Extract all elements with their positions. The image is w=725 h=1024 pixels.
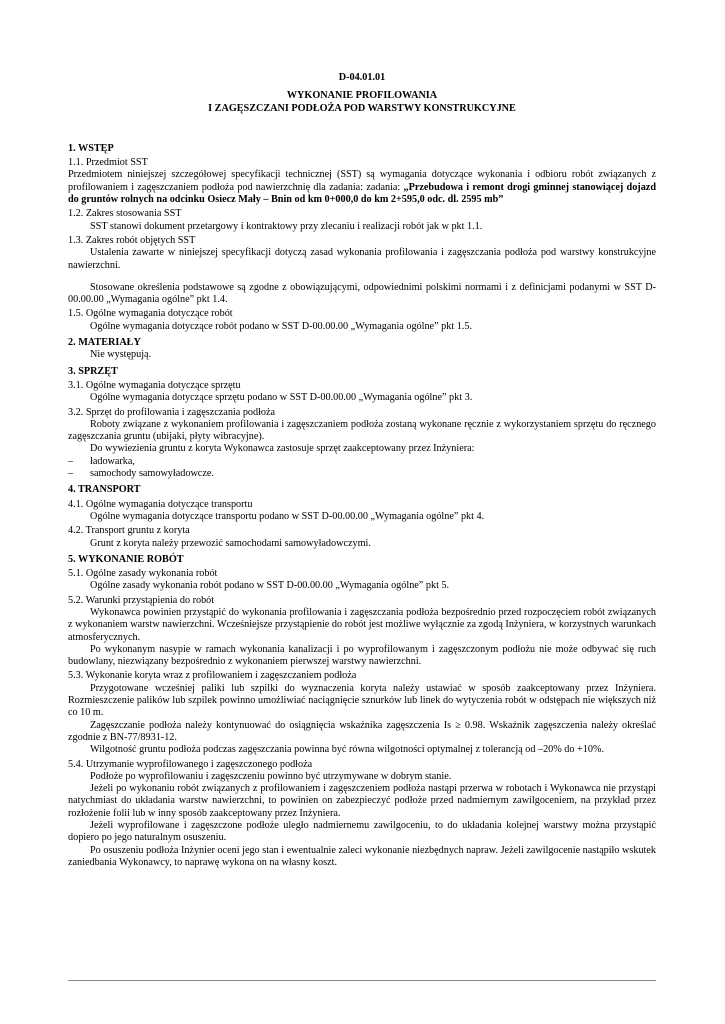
section-3-heading: 3. SPRZĘT bbox=[68, 365, 118, 377]
section-1-3-text-2: Stosowane określenia podstawowe są zgodne z obowiązującymi, odpowiednimi polskimi normami i z definicjami podanymi w SST D-00.00.00 „Wymagania ogólne” pkt 1.4. bbox=[68, 281, 656, 306]
section-5-3-text: Przygotowane wcześniej paliki lub szpilki do wyznaczenia koryta należy ustawiać w sposób zaakceptowany przez Inżyniera. Rozmieszczenie palików lub szpilek powinno umożliwiać naciągnięcie sznurków lub linek do wytyczenia robót w odstępach nie większych niż co 10 m. bbox=[68, 682, 656, 719]
section-4-heading: 4. TRANSPORT bbox=[68, 484, 141, 496]
document-title-line-2: I ZAGĘSZCZANI PODŁOŻA POD WARSTWY KONSTRUKCYJNE bbox=[208, 102, 516, 114]
section-2-heading: 2. MATERIAŁY bbox=[68, 337, 141, 349]
section-5-4-text-4: Po osuszeniu podłoża Inżynier oceni jego stan i ewentualnie zaleci wykonanie niezbędnych napraw. Jeżeli zawilgocenie nastąpiło wskutek zaniedbania Wykonawcy, to naprawę wykona on na własny koszt. bbox=[68, 844, 656, 868]
footer-divider bbox=[68, 980, 656, 981]
document-page bbox=[68, 72, 656, 869]
section-5-2-text: Wykonawca powinien przystąpić do wykonania profilowania i zagęszczania podłoża bezpośrednio przed rozpoczęciem robót związanych z wykonaniem warstw nawierzchni. Wcześniejsze przystąpienie do robót jest możliwe wyłącznie za zgodą Inżyniera, w korzystnych warunkach atmosferycznych. bbox=[68, 606, 656, 643]
section-1-5-heading: 1.5. Ogólne wymagania dotyczące robót bbox=[68, 308, 233, 320]
section-4-1-text: Ogólne wymagania dotyczące transportu podano w SST D-00.00.00 „Wymagania ogólne” pkt 4. bbox=[90, 510, 485, 522]
section-3-2-heading: 3.2. Sprzęt do profilowania i zagęszczania podłoża bbox=[68, 406, 276, 418]
section-4-1-heading: 4.1. Ogólne wymagania dotyczące transportu bbox=[68, 498, 253, 510]
section-3-1-text: Ogólne wymagania dotyczące sprzętu podano w SST D-00.00.00 „Wymagania ogólne” pkt 3. bbox=[90, 392, 473, 404]
section-2-text: Nie występują. bbox=[90, 349, 152, 361]
section-1-3-heading: 1.3. Zakres robót objętych SST bbox=[68, 234, 196, 246]
section-1-2-text: SST stanowi dokument przetargowy i kontraktowy przy zlecaniu i realizacji robót jak w pkt 1.1. bbox=[90, 220, 483, 232]
section-4-2-heading: 4.2. Transport gruntu z koryta bbox=[68, 525, 190, 537]
section-5-4-text: Podłoże po wyprofilowaniu i zagęszczeniu powinno być utrzymywane w dobrym stanie. bbox=[90, 770, 452, 782]
list-item-text: samochody samowyładowcze. bbox=[90, 468, 214, 480]
section-5-3-heading: 5.3. Wykonanie koryta wraz z profilowaniem i zagęszczaniem podłoża bbox=[68, 670, 357, 682]
dash-bullet: – bbox=[68, 455, 74, 467]
section-5-heading: 5. WYKONANIE ROBÓT bbox=[68, 553, 184, 565]
section-1-5-text: Ogólne wymagania dotyczące robót podano w SST D-00.00.00 „Wymagania ogólne” pkt 1.5. bbox=[90, 320, 472, 332]
section-5-2-text-2: Po wykonanym nasypie w ramach wykonania kanalizacji i po wyprofilowanym i zagęszczonym podłożu nie może odbywać się ruch budowlany, niezwiązany bezpośrednio z wykonaniem pierwszej warstwy nawierzchni. bbox=[68, 643, 656, 668]
section-5-2-heading: 5.2. Warunki przystąpienia do robót bbox=[68, 594, 215, 606]
section-5-4-text-2: Jeżeli po wykonaniu robót związanych z profilowaniem i zagęszczeniem podłoża nastąpi przerwa w robotach i Wykonawca nie przystąpi natychmiast do układania warstw nawierzchni, to powinien on zabezpieczyć podłoże przed nadmiernym zawilgoceniem, na przykład przez rozłożenie folii lub w inny sposób zaakceptowany przez Inżyniera. bbox=[68, 783, 656, 819]
section-1-3-text: Ustalenia zawarte w niniejszej specyfikacji dotyczą zasad wykonania profilowania i zagęszczania podłoża pod warstwy konstrukcyjne nawierzchni. bbox=[68, 247, 656, 271]
section-3-1-heading: 3.1. Ogólne wymagania dotyczące sprzętu bbox=[68, 379, 241, 391]
section-1-2-heading: 1.2. Zakres stosowania SST bbox=[68, 208, 182, 220]
project-name: „Przebudowa i remont drogi gminnej stanowiącej dojazd do gruntów rolnych na odcinku Osiecz Mały – Bnin od km 0+000,0 do km 2+595,0 odc. dl. 2595 mb” bbox=[68, 181, 656, 206]
section-1-1-text bbox=[68, 169, 656, 206]
document-title-line-1: WYKONANIE PROFILOWANIA bbox=[286, 90, 438, 102]
dash-bullet: – bbox=[68, 468, 74, 480]
section-3-2-text-2: Do wywiezienia gruntu z koryta Wykonawca zastosuje sprzęt zaakceptowany przez Inżyniera: bbox=[90, 443, 475, 455]
list-item bbox=[68, 456, 656, 468]
section-4-2-text: Grunt z koryta należy przewozić samochodami samowyładowczymi. bbox=[90, 537, 371, 549]
document-code: D-04.01.01 bbox=[338, 72, 386, 83]
section-5-1-heading: 5.1. Ogólne zasady wykonania robót bbox=[68, 568, 218, 580]
section-5-4-heading: 5.4. Utrzymanie wyprofilowanego i zagęszczonego podłoża bbox=[68, 758, 313, 770]
section-1-1-text-a: Przedmiotem niniejszej szczegółowej specyfikacji technicznej (SST) są wymagania dotyczące wykonania i odbioru robót związanych z profilowaniem i zagęszczaniem podłoża pod nawierzchnię dla zadania: zadania: bbox=[68, 169, 656, 193]
section-3-2-text: Roboty związane z wykonaniem profilowania i zagęszczaniem podłoża zostaną wykonane ręcznie z wykorzystaniem sprzętu do ręcznego zagęszczania gruntu (ubijaki, płyty wibracyjne). bbox=[68, 418, 656, 443]
section-5-3-text-2: Zagęszczanie podłoża należy kontynuować do osiągnięcia wskaźnika zagęszczenia Is ≥ 0.98. Wskaźnik zagęszczenia należy określać zgodnie z BN-77/8931-12. bbox=[68, 719, 656, 743]
list-item bbox=[68, 468, 656, 480]
section-5-1-text: Ogólne zasady wykonania robót podano w SST D-00.00.00 „Wymagania ogólne” pkt 5. bbox=[90, 580, 450, 592]
section-5-4-text-3: Jeżeli wyprofilowane i zagęszczone podłoże uległo nadmiernemu zawilgoceniu, to do układania kolejnej warstwy można przystąpić dopiero po jego naturalnym osuszeniu. bbox=[68, 820, 656, 844]
section-1-heading: 1. WSTĘP bbox=[68, 142, 114, 154]
section-5-3-text-3: Wilgotność gruntu podłoża podczas zagęszczania powinna być równa wilgotności optymalnej z tolerancją od –20% do +10%. bbox=[90, 744, 604, 756]
list-item-text: ładowarka, bbox=[90, 455, 135, 467]
section-1-1-heading: 1.1. Przedmiot SST bbox=[68, 157, 148, 169]
